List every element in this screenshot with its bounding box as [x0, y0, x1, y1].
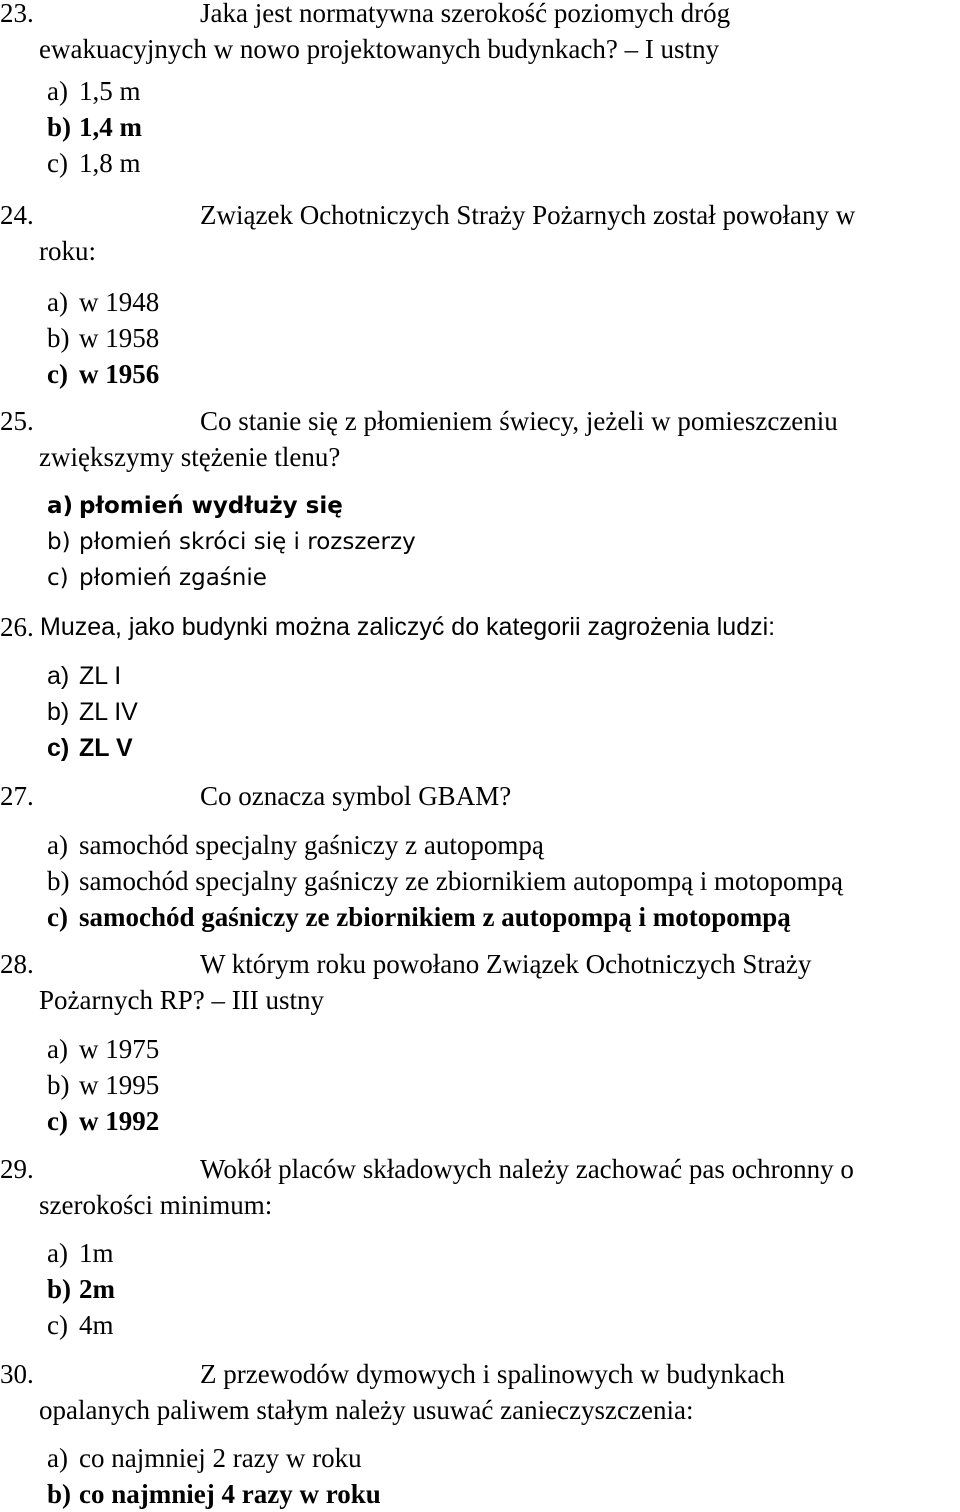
question-number: 23. [0, 0, 34, 28]
answer-text: płomień zgaśnie [79, 565, 267, 591]
answer-a [47, 827, 544, 863]
question-number: 26. [0, 612, 34, 642]
answer-text: w 1992 [79, 1106, 160, 1136]
answer-label: a) [47, 1443, 68, 1473]
question-text: Jaka jest normatywna szerokość poziomych dróg [200, 0, 731, 28]
question-text-continued: zwiększymy stężenie tlenu? [39, 442, 341, 472]
question-text-continued: szerokości minimum: [39, 1190, 273, 1220]
answer-text: ZL V [79, 734, 133, 762]
answer-text: ZL I [79, 662, 122, 690]
question-number: 24. [0, 200, 34, 230]
answer-c [47, 1307, 114, 1343]
answer-text: 1,8 m [79, 148, 141, 178]
answer-label: c) [47, 734, 70, 762]
answer-label: a) [47, 76, 68, 106]
answer-label: c) [47, 565, 69, 591]
question-text: Co stanie się z płomieniem świecy, jeżeli w pomieszczeniu [200, 406, 838, 436]
question-number: 30. [0, 1359, 34, 1389]
answer-a [47, 73, 141, 109]
answer-text: w 1995 [79, 1070, 160, 1100]
answer-label: b) [47, 323, 70, 353]
answer-b [47, 524, 416, 560]
question-text-continued: Pożarnych RP? – III ustny [39, 985, 324, 1015]
answer-a [47, 1031, 159, 1067]
answer-text: 2m [79, 1274, 115, 1304]
answer-text: co najmniej 4 razy w roku [79, 1479, 381, 1509]
answer-a [47, 658, 121, 694]
answer-text: ZL IV [79, 698, 138, 726]
answer-a [47, 488, 343, 524]
question-number: 25. [0, 406, 34, 436]
answer-text: płomień wydłuży się [79, 493, 343, 519]
answer-text: 4m [79, 1310, 114, 1340]
question-text: W którym roku powołano Związek Ochotniczych Straży [200, 949, 812, 979]
answer-label: c) [47, 359, 68, 389]
answer-text: w 1958 [79, 323, 160, 353]
question-text-continued: opalanych paliwem stałym należy usuwać zanieczyszczenia: [39, 1395, 694, 1425]
answer-label: a) [47, 1238, 68, 1268]
answer-label: c) [47, 148, 68, 178]
answer-text: 1,4 m [79, 112, 142, 142]
answer-label: b) [47, 112, 72, 142]
question-number: 27. [0, 781, 34, 811]
answer-text: w 1948 [79, 287, 160, 317]
answer-c [47, 356, 159, 392]
answer-a [47, 1440, 362, 1476]
answer-b [47, 320, 159, 356]
answer-c [47, 899, 791, 935]
answer-text: 1m [79, 1238, 114, 1268]
answer-label: c) [47, 1310, 68, 1340]
question-text: Związek Ochotniczych Straży Pożarnych został powołany w [200, 200, 856, 230]
answer-text: w 1956 [79, 359, 160, 389]
answer-label: a) [47, 287, 68, 317]
question-text-continued: roku: [39, 236, 96, 266]
question-text: Z przewodów dymowych i spalinowych w budynkach [200, 1359, 785, 1389]
question-text: Muzea, jako budynki można zaliczyć do kategorii zagrożenia ludzi: [40, 613, 776, 641]
answer-label: b) [47, 529, 71, 555]
answer-label: c) [47, 1106, 68, 1136]
answer-label: b) [47, 1274, 72, 1304]
answer-label: a) [47, 662, 70, 690]
question-number: 29. [0, 1154, 34, 1184]
answer-label: c) [47, 902, 68, 932]
answer-b [47, 1476, 381, 1512]
answer-text: co najmniej 2 razy w roku [79, 1443, 362, 1473]
answer-text: w 1975 [79, 1034, 160, 1064]
question-number: 28. [0, 949, 34, 979]
answer-c [47, 1103, 159, 1139]
answer-label: b) [47, 1070, 70, 1100]
answer-a [47, 284, 159, 320]
answer-b [47, 863, 843, 899]
question-text-continued: ewakuacyjnych w nowo projektowanych budynkach? – I ustny [39, 34, 720, 64]
answer-c [47, 560, 267, 596]
answer-label: a) [47, 493, 74, 519]
answer-text: samochód specjalny gaśniczy z autopompą [79, 830, 544, 860]
answer-text: samochód gaśniczy ze zbiornikiem z autopompą i motopompą [79, 902, 791, 932]
answer-label: a) [47, 830, 68, 860]
question-text: Wokół placów składowych należy zachować pas ochronny o [200, 1154, 854, 1184]
answer-label: b) [47, 698, 70, 726]
answer-text: samochód specjalny gaśniczy ze zbiornikiem autopompą i motopompą [79, 866, 844, 896]
answer-label: a) [47, 1034, 68, 1064]
answer-c [47, 730, 133, 766]
answer-text: płomień skróci się i rozszerzy [79, 529, 416, 555]
answer-b [47, 1271, 115, 1307]
answer-c [47, 145, 141, 181]
answer-label: b) [47, 866, 70, 896]
answer-b [47, 1067, 159, 1103]
answer-a [47, 1235, 114, 1271]
answer-label: b) [47, 1479, 72, 1509]
answer-b [47, 694, 138, 730]
answer-b [47, 109, 142, 145]
question-text: Co oznacza symbol GBAM? [200, 781, 512, 811]
answer-text: 1,5 m [79, 76, 141, 106]
